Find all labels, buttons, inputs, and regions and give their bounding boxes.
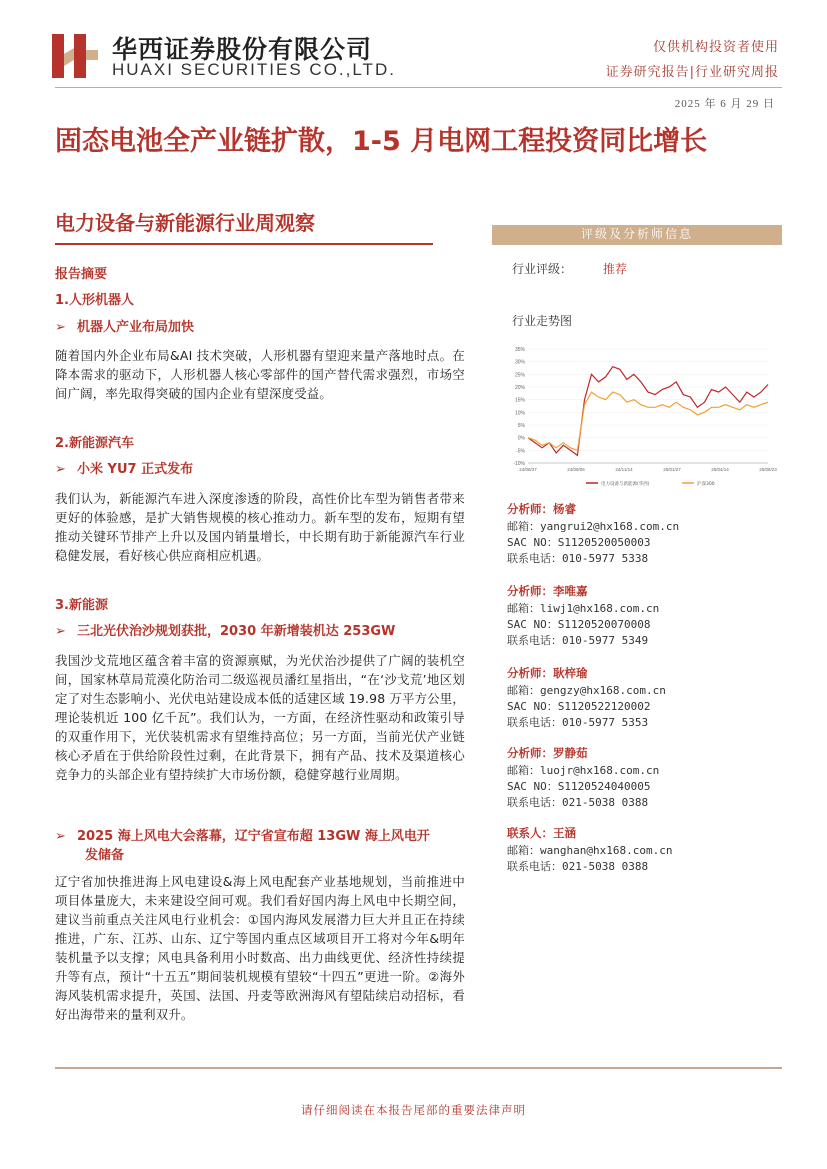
analyst-phone: 联系电话：010-5977 5349 — [507, 634, 649, 647]
arrow-bullet-icon: ➢ — [55, 462, 66, 477]
analyst-email[interactable]: 邮箱：luojr@hx168.com.cn — [507, 764, 660, 777]
section-1-bullet — [55, 316, 465, 335]
x-tick-label: 25/04/14 — [711, 467, 729, 472]
analyst-sac: SAC NO：S1120520050003 — [507, 536, 651, 549]
analyst-email[interactable]: 邮箱：gengzy@hx168.com.cn — [507, 684, 666, 697]
legal-notice: 请仔细阅读在本报告尾部的重要法律声明 — [301, 1103, 526, 1117]
y-tick-label: 30% — [514, 359, 525, 366]
y-tick-label: 15% — [514, 397, 525, 404]
analyst-name: 分析师：罗静茹 — [507, 746, 588, 760]
y-tick-label: 5% — [517, 423, 525, 429]
report-type: 证券研究报告|行业研究周报 — [605, 65, 779, 80]
bullet-text: 2025 海上风电大会落幕，辽宁省宣布超 13GW 海上风电开 — [77, 829, 430, 844]
analyst-block — [507, 501, 777, 567]
y-tick-label: -10% — [513, 461, 525, 467]
x-tick-label: 25/01/27 — [663, 467, 681, 472]
huaxi-logo-icon — [52, 30, 98, 78]
x-tick-label: 24/09/05 — [567, 467, 585, 472]
x-tick-label: 25/06/23 — [759, 467, 777, 472]
section-1-heading: 1.人形机器人 — [55, 293, 134, 308]
legend-label: 沪深300 — [697, 482, 715, 487]
industry-trend-chart — [506, 343, 777, 493]
analyst-name: 分析师：耿梓瑜 — [507, 666, 588, 680]
x-tick-label: 24/11/14 — [615, 467, 633, 472]
analyst-phone: 联系电话：010-5977 5353 — [507, 716, 649, 729]
section-3-heading: 3.新能源 — [55, 598, 108, 613]
report-title: 固态电池全产业链扩散，1-5 月电网工程投资同比增长 — [55, 126, 708, 157]
y-tick-label: 20% — [514, 385, 525, 391]
analyst-block — [507, 665, 777, 731]
section-2-bullet — [55, 458, 465, 477]
report-date: 2025 年 6 月 29 日 — [674, 98, 775, 110]
analyst-phone: 联系电话：010-5977 5338 — [507, 552, 649, 565]
section-3-paragraph-1: 我国沙戈荒地区蕴含着丰富的资源禀赋，为光伏治沙提供了广阔的装机空间，国家林草局荒漠化防治司二级巡视员潘红星指出，“在‘沙戈荒’地区划定了对生态影响小、光伏电站建设成本低的适建区域 19.98 万平方公里，理论装机近 100 亿千瓦”。我们认为，一方面，在经济性驱动和政策引导的双重作用下，光伏装机需求有望维持高位；另一方面，当前光伏产业链核心矛盾在于供给阶段性过剩，在此背景下，拥有产品、技术及渠道核心竞争力的头部企业有望持续扩大市场份额，稳健穿越行业周期。 — [55, 653, 465, 782]
trend-label: 行业走势图 — [512, 314, 573, 328]
bullet-text: 小米 YU7 正式发布 — [77, 462, 194, 477]
header-divider — [55, 87, 782, 88]
y-tick-label: 25% — [514, 372, 525, 379]
rating-label: 行业评级： — [512, 262, 573, 276]
report-subtitle: 电力设备与新能源行业周观察 — [55, 211, 315, 235]
arrow-bullet-icon: ➢ — [55, 320, 66, 335]
contact-name: 联系人：王涵 — [507, 826, 576, 840]
section-3-bullet-2-cont: 发储备 — [85, 848, 125, 863]
section-3-bullet-2 — [55, 825, 465, 844]
analyst-email[interactable]: 邮箱：yangrui2@hx168.com.cn — [507, 520, 680, 533]
audience-note: 仅供机构投资者使用 — [652, 40, 779, 55]
x-tick-label: 24/06/27 — [519, 467, 537, 472]
analyst-email[interactable]: 邮箱：liwj1@hx168.com.cn — [507, 602, 660, 615]
bullet-text: 三北光伏治沙规划获批，2030 年新增装机达 253GW — [77, 624, 396, 639]
analyst-name: 分析师：杨睿 — [507, 502, 576, 516]
arrow-bullet-icon: ➢ — [55, 829, 66, 844]
bullet-text: 机器人产业布局加快 — [77, 320, 195, 335]
section-1-paragraph: 随着国内外企业布局&AI 技术突破，人形机器有望迎来量产落地时点。在降本需求的驱动下，人形机器人核心零部件的国产替代需求强烈，市场空间广阔，率先取得突破的国内企业有望深度受益。 — [55, 348, 465, 401]
rating-box-divider — [492, 244, 782, 245]
analyst-sac: SAC NO：S1120524040005 — [507, 780, 651, 793]
analyst-block — [507, 745, 777, 811]
section-3-bullet-1 — [55, 620, 465, 639]
y-tick-label: -5% — [516, 448, 525, 455]
contact-phone: 联系电话：021-5038 0388 — [507, 860, 649, 873]
analyst-block — [507, 583, 777, 649]
analyst-name: 分析师：李唯嘉 — [507, 584, 588, 598]
analyst-sac: SAC NO：S1120520070008 — [507, 618, 651, 631]
y-tick-label: 10% — [514, 410, 525, 417]
analyst-phone: 联系电话：021-5038 0388 — [507, 796, 649, 809]
section-3-paragraph-2: 辽宁省加快推进海上风电建设&海上风电配套产业基地规划，当前推进中项目体量庞大，未来建设空间可观。我们看好国内海上风电中长期空间，建议当前重点关注风电行业机会：①国内海风发展潜力巨大并且正在持续推进，广东、江苏、山东、辽宁等国内重点区域项目开工将对今年&明年装机量予以支撑；风电具备利用小时数高、出力曲线更优、经济性持续提升等有点，预计“十五五”期间装机规模有望较“十四五”更进一阶。②海外海风装机需求提升，英国、法国、丹麦等欧洲海风有望陆续启动招标，看好出海带来的量利双升。 — [55, 874, 465, 1022]
legend-label: 电力设备与新能源(华西) — [601, 482, 650, 487]
company-name-cn: 华西证券股份有限公司 — [112, 35, 373, 64]
section-2-heading: 2.新能源汽车 — [55, 436, 134, 451]
y-tick-label: 0% — [517, 435, 525, 442]
company-name-en: HUAXI SECURITIES CO.,LTD. — [112, 60, 396, 79]
contact-block — [507, 825, 777, 875]
summary-heading: 报告摘要 — [55, 267, 108, 282]
analyst-sac: SAC NO：S1120522120002 — [507, 700, 651, 713]
subtitle-underline — [55, 243, 433, 245]
contact-email[interactable]: 邮箱：wanghan@hx168.com.cn — [507, 844, 673, 857]
series-line-0 — [528, 367, 768, 456]
section-2-paragraph: 我们认为，新能源汽车进入深度渗透的阶段，高性价比车型为销售者带来更好的体验感，是扩大销售规模的核心推动力。新车型的发布，短期有望推动关键环节排产上升以及国内销量增长，中长期有助于新能源汽车行业稳健发展，看好核心供应商相应机遇。 — [55, 491, 465, 563]
rating-value: 推荐 — [603, 262, 628, 276]
series-line-1 — [528, 392, 768, 450]
y-tick-label: 35% — [514, 347, 525, 353]
arrow-bullet-icon: ➢ — [55, 624, 66, 639]
rating-box-header: 评级及分析师信息 — [492, 225, 782, 244]
footer-divider — [55, 1067, 782, 1069]
